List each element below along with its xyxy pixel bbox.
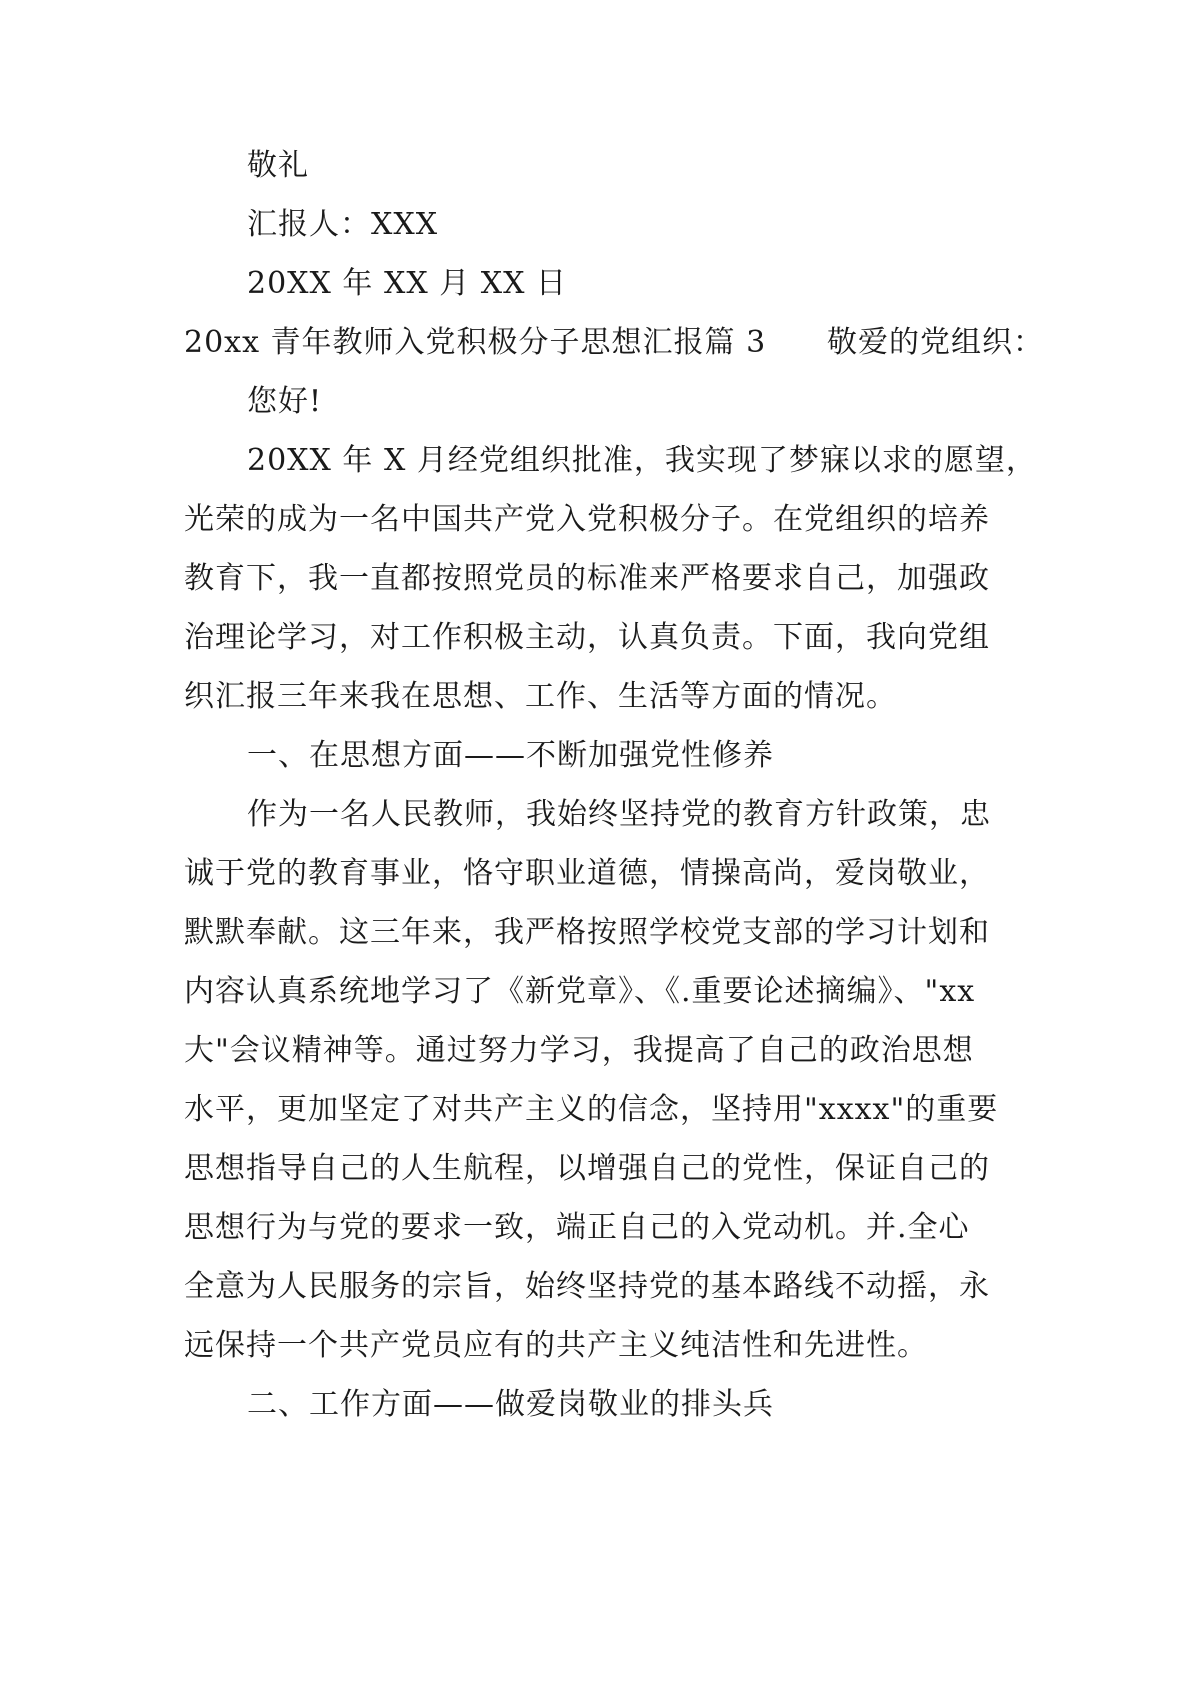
paragraph-line: 治理论学习，对工作积极主动，认真负责。下面，我向党组 — [184, 620, 990, 655]
subsection-heading: 一、在思想方面——不断加强党性修养 — [247, 738, 774, 773]
paragraph-line: 织汇报三年来我在思想、工作、生活等方面的情况。 — [184, 679, 897, 714]
paragraph-line: 作为一名人民教师，我始终坚持党的教育方针政策，忠 — [247, 797, 991, 832]
paragraph-line: 光荣的成为一名中国共产党入党积极分子。在党组织的培养 — [184, 502, 990, 537]
paragraph-line: 诚于党的教育事业，恪守职业道德，情操高尚，爱岗敬业， — [184, 856, 990, 891]
paragraph-line: 默默奉献。这三年来，我严格按照学校党支部的学习计划和 — [184, 915, 990, 950]
paragraph-line: 20XX 年 X 月经党组织批准，我实现了梦寐以求的愿望， — [247, 443, 1037, 478]
paragraph-line: 思想行为与党的要求一致，端正自己的入党动机。并.全心 — [184, 1210, 970, 1245]
recipient-line: 敬爱的党组织： — [827, 325, 1044, 360]
paragraph-line: 远保持一个共产党员应有的共产主义纯洁性和先进性。 — [184, 1328, 928, 1363]
paragraph-line: 水平，更加坚定了对共产主义的信念，坚持用"xxxx"的重要 — [184, 1092, 999, 1127]
paragraph-line: 全意为人民服务的宗旨，始终坚持党的基本路线不动摇，永 — [184, 1269, 990, 1304]
paragraph-line: 教育下，我一直都按照党员的标准来严格要求自己，加强政 — [184, 561, 990, 596]
paragraph-line: 大"会议精神等。通过努力学习，我提高了自己的政治思想 — [184, 1033, 974, 1068]
closing-salutation: 敬礼 — [247, 148, 309, 183]
subsection-heading: 二、工作方面——做爱岗敬业的排头兵 — [247, 1387, 774, 1422]
greeting-line: 您好! — [247, 384, 323, 419]
reporter-line: 汇报人：XXX — [247, 207, 439, 242]
date-line: 20XX 年 XX 月 XX 日 — [247, 266, 567, 301]
paragraph-line: 思想指导自己的人生航程，以增强自己的党性，保证自己的 — [184, 1151, 990, 1186]
section-title: 20xx 青年教师入党积极分子思想汇报篇 3 — [184, 325, 767, 360]
paragraph-line: 内容认真系统地学习了《新党章》、《.重要论述摘编》、"xx — [184, 974, 976, 1009]
